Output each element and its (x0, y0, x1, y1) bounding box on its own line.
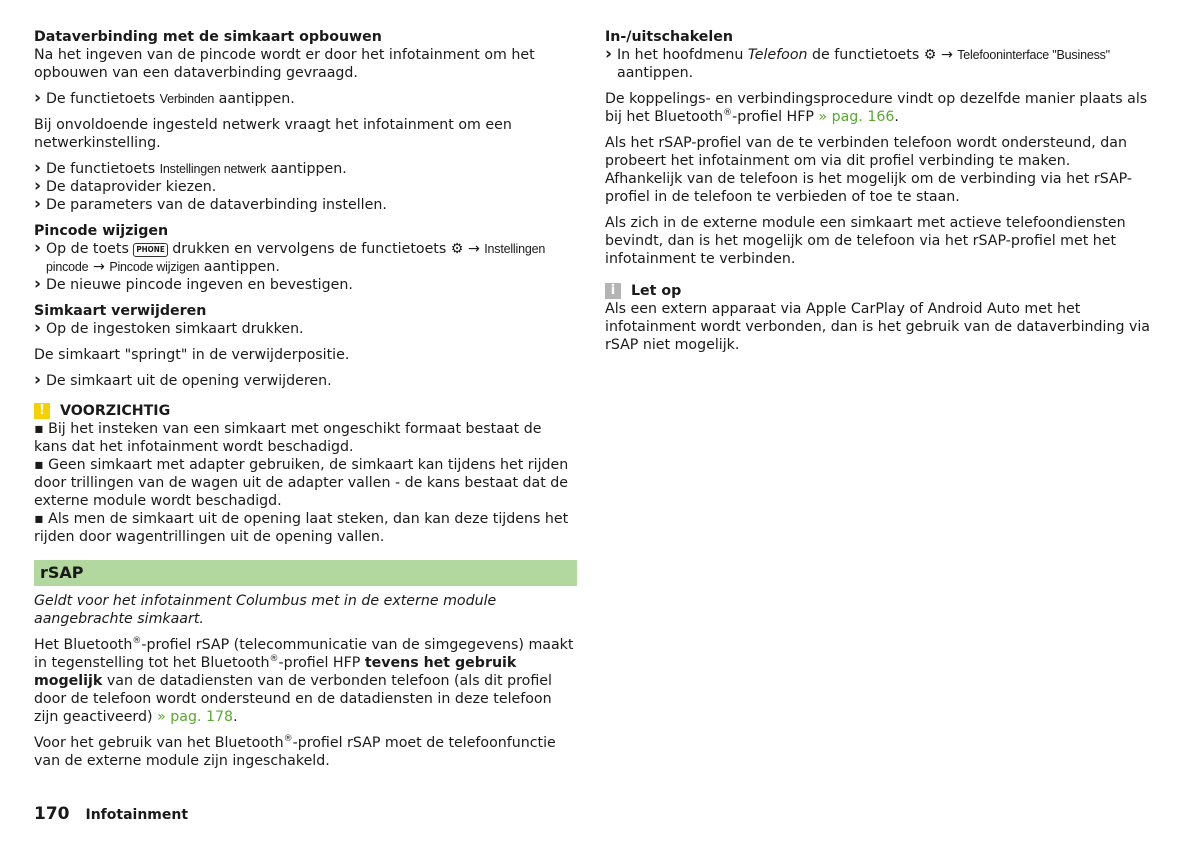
page-footer (34, 805, 188, 824)
function-key-label: Verbinden (159, 92, 215, 106)
note-header (605, 282, 1150, 300)
paragraph: Voor het gebruik van het Bluetooth®-profiel rSAP moet de telefoonfunctie van de externe module zijn ingeschakeld. (34, 734, 556, 769)
heading-pin-change: Pincode wijzigen (34, 223, 169, 239)
page-link[interactable]: » pag. 166 (818, 109, 895, 125)
warning-bullet: ▪ Geen simkaart met adapter gebruiken, de simkaart kan tijdens het rijden door trillingen van de wagen uit de adapter vallen - de kans bestaat dat de externe module wordt beschadigd. (34, 457, 569, 509)
paragraph: Na het ingeven van de pincode wordt er door het infotainment om het opbouwen van een dataverbinding gevraagd. (34, 47, 535, 81)
heading-on-off: In-/uitschakelen (605, 29, 733, 45)
paragraph: De koppelings- en verbindingsprocedure vindt op dezelfde manier plaats als bij het Bluetooth®-profiel HFP » pag. 166. (605, 91, 1148, 125)
function-key-label: Pincode wijzigen (109, 260, 200, 274)
warning-title: VOORZICHTIG (60, 403, 171, 419)
heading-data-connection: Dataverbinding met de simkaart opbouwen (34, 29, 382, 45)
heading-sim-remove: Simkaart verwijderen (34, 303, 207, 319)
info-icon: i (605, 283, 621, 299)
warning-header (34, 402, 577, 420)
arrow-icon: → (936, 47, 958, 63)
step-item: › Op de toets PHONE drukken en vervolgens de functietoets ⚙ → Instellingen pincode → Pincode wijzigen aantippen. (34, 240, 577, 276)
gear-icon: ⚙ (450, 241, 464, 257)
phone-key-icon: PHONE (133, 243, 167, 257)
note-title: Let op (631, 283, 682, 299)
section-header-rsap: rSAP (34, 560, 577, 586)
step-item: › De dataprovider kiezen. (34, 178, 577, 196)
step-item: › De parameters van de dataverbinding instellen. (34, 196, 577, 214)
left-column (34, 28, 577, 770)
step-item: › In het hoofdmenu Telefoon de functietoets ⚙ → Telefooninterface "Business" aantippen. (605, 46, 1150, 82)
step-item: › De simkaart uit de opening verwijderen. (34, 372, 577, 390)
function-key-label: Instellingen pincode (46, 242, 546, 274)
step-item: › De functietoets Verbinden aantippen. (34, 90, 577, 108)
arrow-icon: → (463, 241, 485, 257)
step-item: › De nieuwe pincode ingeven en bevestigen. (34, 276, 577, 294)
note-text: Als een extern apparaat via Apple CarPlay of Android Auto met het infotainment wordt verbonden, dan is het gebruik van de dataverbinding via rSAP niet mogelijk. (605, 301, 1150, 353)
step-item: › De functietoets Instellingen netwerk aantippen. (34, 160, 577, 178)
paragraph: Bij onvoldoende ingesteld netwerk vraagt het infotainment om een netwerkinstelling. (34, 117, 512, 151)
paragraph: Als zich in de externe module een simkaart met actieve telefoondiensten bevindt, dan is het mogelijk om de telefoon via het rSAP-profiel met het infotainment te verbinden. (605, 215, 1126, 267)
warning-bullet: ▪ Bij het insteken van een simkaart met ongeschikt formaat bestaat de kans dat het infotainment wordt beschadigd. (34, 421, 542, 455)
arrow-icon: → (88, 259, 110, 275)
page-link[interactable]: » pag. 178 (157, 709, 234, 725)
step-item: › Op de ingestoken simkaart drukken. (34, 320, 577, 338)
warning-icon: ! (34, 403, 50, 419)
page-number: 170 (34, 804, 70, 824)
paragraph: Het Bluetooth®-profiel rSAP (telecommunicatie van de simgegevens) maakt in tegenstelling tot het Bluetooth®-profiel HFP tevens het gebruik mogelijk van de datadiensten van de verbonden telefoon (als dit profiel door de telefoon wordt ondersteund en de datadiensten in deze telefoon zijn geactiveerd) » pag. 178. (34, 636, 574, 725)
chapter-label: Infotainment (85, 807, 189, 823)
gear-icon: ⚙ (923, 47, 937, 63)
paragraph: De simkaart "springt" in de verwijderpositie. (34, 347, 350, 363)
warning-bullet: ▪ Als men de simkaart uit de opening laat steken, dan kan deze tijdens het rijden door wagentrillingen uit de opening vallen. (34, 511, 569, 545)
right-column (605, 28, 1150, 354)
applicability-note: Geldt voor het infotainment Columbus met in de externe module aangebrachte simkaart. (34, 593, 497, 627)
paragraph: Als het rSAP-profiel van de te verbinden telefoon wordt ondersteund, dan probeert het infotainment om via dit profiel verbinding te maken. Afhankelijk van de telefoon is het mogelijk om de verbinding via het rSAP-profiel in de telefoon te verbieden of toe te staan. (605, 135, 1133, 205)
function-key-label: Instellingen netwerk (159, 162, 267, 176)
function-key-label: Telefooninterface "Business" (957, 48, 1110, 62)
